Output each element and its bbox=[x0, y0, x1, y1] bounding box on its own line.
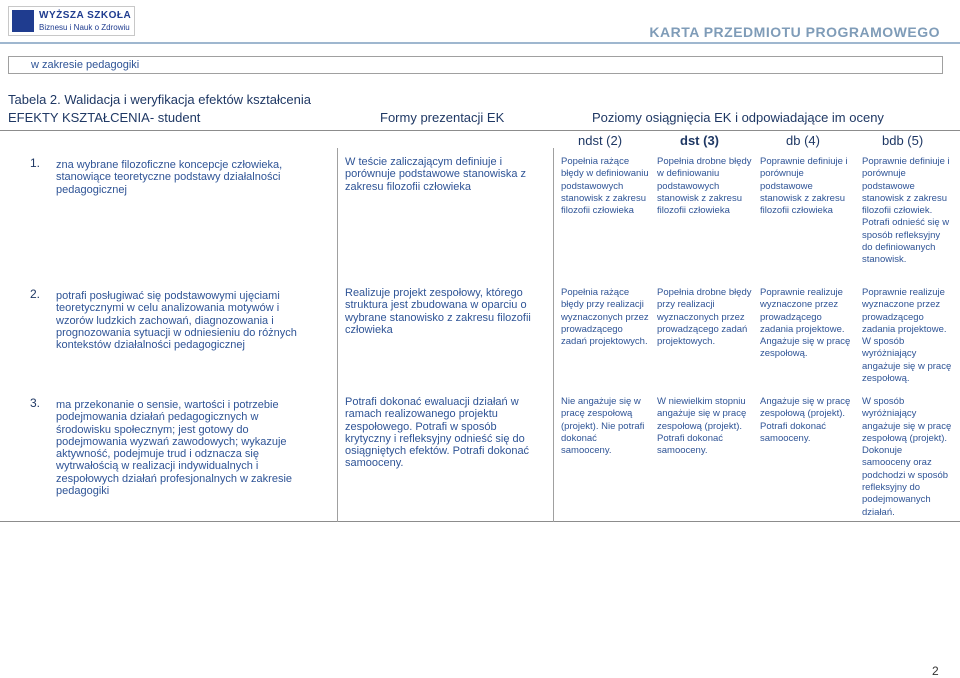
level-dst-text: Popełnia drobne błędy w definiowaniu podstawowych stanowisk z zakresu filozofii człowieka bbox=[657, 156, 752, 217]
level-header-db: db (4) bbox=[786, 133, 820, 148]
header-divider bbox=[0, 42, 960, 44]
column-header-forms: Formy prezentacji EK bbox=[380, 110, 505, 125]
document-title: KARTA PRZEDMIOTU PROGRAMOWEGO bbox=[649, 24, 940, 40]
logo-emblem-icon bbox=[12, 10, 34, 32]
level-db-text: Angażuje się w pracę zespołową (projekt). Potrafi dokonać samooceny. bbox=[760, 396, 851, 444]
presentation-form: Potrafi dokonać ewaluacji działań w ramach realizowanego projektu zespołowego. Potrafi w sposób krytyczny i refleksyjny odnieść się do osiągniętych efektów. Potrafi dokonać samooceny. bbox=[345, 396, 530, 470]
presentation-form: Realizuje projekt zespołowy, którego struktura jest zbudowana w oparciu o wybrane stanowisko z zakresu filozofii człowieka bbox=[345, 287, 531, 336]
level-bdb-text: Poprawnie definiuje i porównuje podstawowe stanowisk z zakresu filozofii człowiek. Potrafi odnieść się w sposób refleksyjny do definiowanych stanowisk. bbox=[862, 156, 950, 266]
logo-line-2: Biznesu i Nauk o Zdrowiu bbox=[39, 23, 130, 32]
level-bdb-text: Poprawnie realizuje wyznaczone przez prowadzącego zadania projektowe. W sposób wyróżniający angażuje się w pracę zespołową. bbox=[862, 287, 952, 385]
presentation-form: W teście zaliczającym definiuje i porównuje podstawowe stanowiska z zakresu filozofii człowieka bbox=[345, 156, 526, 193]
level-header-bdb: bdb (5) bbox=[882, 133, 924, 148]
level-db-text: Poprawnie realizuje wyznaczone przez prowadzącego zadania projektowe. Angażuje się w pracę zespołową. bbox=[760, 287, 851, 360]
column-header-effects: EFEKTY KSZTAŁCENIA- student bbox=[8, 110, 201, 125]
level-dst-text: W niewielkim stopniu angażuje się w pracę zespołową (projekt). Potrafi dokonać samooceny. bbox=[657, 396, 747, 457]
row-number: 2. bbox=[30, 287, 41, 301]
level-ndst-text: Popełnia rażące błędy przy realizacji wyznaczonych przez prowadzącego zadań projektowych. bbox=[561, 287, 649, 348]
row-number: 3. bbox=[30, 396, 41, 410]
level-ndst-text: Popełnia rażące błędy w definiowaniu podstawowych stanowisk z zakresu filozofii człowieka bbox=[561, 156, 649, 217]
table-title: Tabela 2. Walidacja i weryfikacja efektów kształcenia bbox=[8, 92, 311, 107]
top-row-text: w zakresie pedagogiki bbox=[31, 59, 140, 71]
top-row-box bbox=[8, 56, 943, 74]
university-logo bbox=[8, 6, 135, 36]
logo-line-1: WYŻSZA SZKOŁA bbox=[39, 10, 132, 21]
level-header-ndst: ndst (2) bbox=[578, 133, 623, 148]
page-number: 2 bbox=[932, 664, 939, 678]
column-header-levels: Poziomy osiągnięcia EK i odpowiadające im oceny bbox=[592, 110, 884, 125]
level-ndst-text: Nie angażuje się w pracę zespołową (projekt). Nie potrafi dokonać samooceny. bbox=[561, 396, 645, 457]
level-bdb-text: W sposób wyróżniający angażuje się w pracę zespołową (projekt). Dokonuje samooceny oraz podchodzi w sposób refleksyjny do podejmowanych działań. bbox=[862, 396, 952, 518]
effect-description: potrafi posługiwać się podstawowymi ujęciami teoretycznymi w celu analizowania motywów i wzorów ludzkich zachowań, diagnozowania i prognozowania sytuacji w odniesieniu do różnych kontekstów działalności pedagogicznej bbox=[56, 290, 297, 352]
effect-description: zna wybrane filozoficzne koncepcje człowieka, stanowiące teoretyczne podstawy działalności pedagogicznej bbox=[56, 159, 283, 196]
level-header-dst: dst (3) bbox=[680, 133, 719, 148]
table-divider bbox=[337, 148, 338, 522]
level-db-text: Poprawnie definiuje i porównuje podstawowe stanowisk z zakresu filozofii człowieka bbox=[760, 156, 848, 217]
row-number: 1. bbox=[30, 156, 41, 170]
effect-description: ma przekonanie o sensie, wartości i potrzebie podejmowania działań pedagogicznych w środowisku społecznym; jest gotowy do podejmowania wyzwań zawodowych; wykazuje aktywność, podejmuje trud i odznacza się wytrwałością w realizacji indywidualnych i zespołowych działań profesjonalnych w zakresie pedagogiki bbox=[56, 399, 293, 498]
table-divider bbox=[553, 148, 554, 522]
level-dst-text: Popełnia drobne błędy przy realizacji wyznaczonych przez prowadzącego zadań projektowych. bbox=[657, 287, 752, 348]
